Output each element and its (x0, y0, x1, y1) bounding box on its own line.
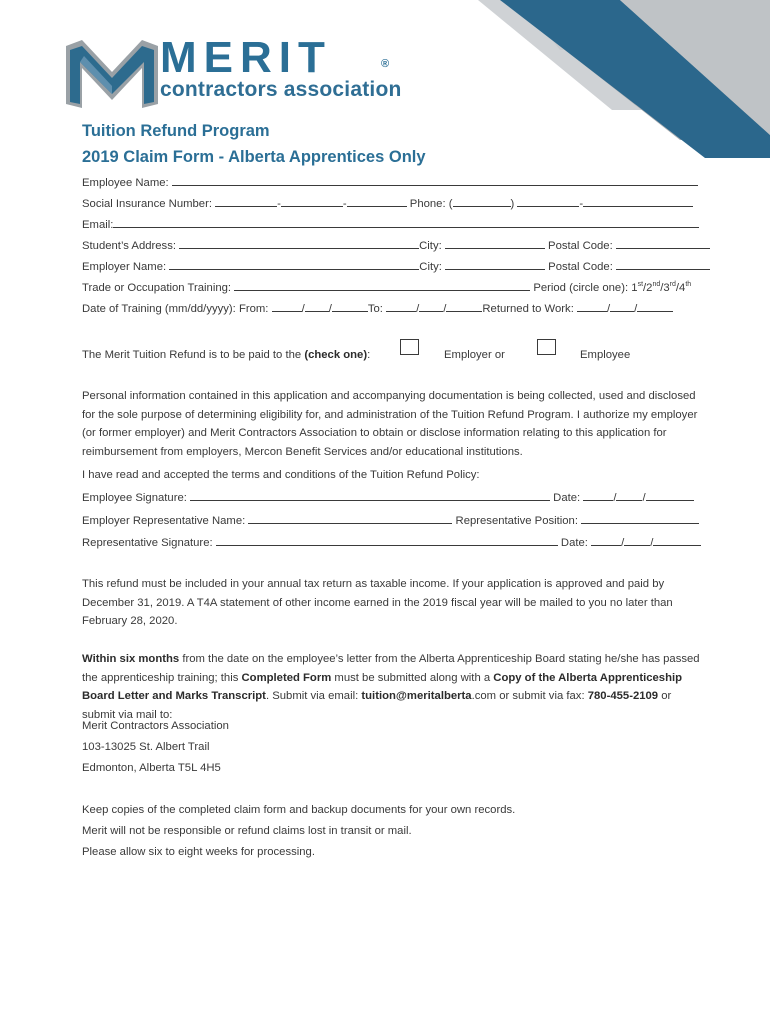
email-field[interactable] (113, 216, 699, 228)
to-mm-field[interactable] (386, 300, 416, 312)
phone-field-2[interactable] (583, 195, 693, 207)
employer-postal-field[interactable] (616, 258, 710, 270)
address-field[interactable] (179, 237, 419, 249)
returned-label: Returned to Work: (482, 303, 574, 315)
employer-city-field[interactable] (445, 258, 545, 270)
training-dates-row: Date of Training (mm/dd/yyyy): From: / / To: / / Returned to Work: / / (82, 300, 673, 316)
footer-note-2: Merit will not be responsible or refund claims lost in transit or mail. (82, 825, 412, 837)
address-line-3: Edmonton, Alberta T5L 4H5 (82, 762, 221, 774)
period-options[interactable]: 1st/2nd/3rd/4th (631, 281, 692, 294)
employer-postal-label: Postal Code: (548, 261, 613, 273)
sin-field-2[interactable] (281, 195, 343, 207)
employee-sig-yyyy[interactable] (646, 489, 694, 501)
rep-sig-dd[interactable] (624, 534, 650, 546)
address-line-2: 103-13025 St. Albert Trail (82, 741, 210, 753)
phone-field-1[interactable] (517, 195, 579, 207)
employer-rep-field[interactable] (248, 512, 452, 524)
employee-signature-label: Employee Signature: (82, 492, 187, 504)
returned-mm-field[interactable] (577, 300, 607, 312)
paid-to-prefix: The Merit Tuition Refund is to be paid to the (82, 349, 305, 361)
rep-sig-mm[interactable] (591, 534, 621, 546)
submission-instructions (82, 650, 704, 724)
email-row (82, 216, 699, 232)
option-employer-label: Employer or (444, 349, 505, 361)
from-mm-field[interactable] (272, 300, 302, 312)
sin-phone-row: Social Insurance Number: - - Phone: ( ) - (82, 195, 693, 211)
employee-sig-date-label: Date: (553, 492, 581, 504)
accepted-statement: I have read and accepted the terms and conditions of the Tuition Refund Policy: (82, 469, 480, 481)
employee-signature-field[interactable] (190, 489, 550, 501)
rep-sig-date-label: Date: (560, 537, 588, 549)
sin-field-1[interactable] (215, 195, 277, 207)
logo-wordmark: MERIT (160, 33, 332, 82)
employee-name-field[interactable] (172, 174, 698, 186)
employee-name-label: Employee Name: (82, 177, 169, 189)
address-row (82, 237, 710, 253)
merit-logo-mark (62, 38, 162, 108)
submission-fax: 780-455-2109 (587, 690, 659, 702)
address-line-1: Merit Contractors Association (82, 720, 229, 732)
form-title: 2019 Claim Form - Alberta Apprentices Only (82, 148, 426, 166)
to-dd-field[interactable] (419, 300, 443, 312)
trade-field[interactable] (234, 279, 530, 291)
submission-text-5: or submit via mail to: (82, 690, 672, 721)
employer-rep-row (82, 512, 699, 528)
city-label: City: (419, 240, 442, 252)
employee-checkbox[interactable] (537, 339, 556, 355)
within-six-months: Within six months (82, 653, 180, 665)
paid-to-row (82, 348, 370, 362)
submission-email[interactable]: tuition@meritalberta (361, 690, 472, 702)
completed-form: Completed Form (241, 671, 332, 684)
employer-city-label: City: (419, 261, 442, 273)
employer-name-label: Employer Name: (82, 261, 167, 273)
employer-checkbox[interactable] (400, 339, 419, 355)
employer-name-field[interactable] (169, 258, 419, 270)
paid-to-suffix: : (367, 349, 371, 361)
to-label: To: (367, 303, 383, 315)
employer-row (82, 258, 710, 274)
returned-yyyy-field[interactable] (637, 300, 673, 312)
rep-signature-label: Representative Signature: (82, 537, 213, 549)
training-date-label: Date of Training (mm/dd/yyyy): From: (82, 303, 269, 315)
trade-row (82, 279, 691, 295)
rep-signature-field[interactable] (216, 534, 558, 546)
sin-field-3[interactable] (347, 195, 407, 207)
period-label: Period (circle one): (533, 282, 632, 294)
trade-label: Trade or Occupation Training: (82, 282, 232, 294)
tax-note: This refund must be included in your annual tax return as taxable income. If your application is approved and paid by December 31, 2019. A T4A statement of other income earned in the 2019 fiscal year will be mailed to you no later than February 28, 2020. (82, 578, 673, 627)
from-yyyy-field[interactable] (332, 300, 368, 312)
phone-label: Phone: ( (409, 198, 453, 210)
board-letter-transcript: Copy of the Alberta Apprenticeship Board Letter and Marks Transcript (82, 671, 683, 702)
rep-sig-yyyy[interactable] (653, 534, 701, 546)
postal-code-label: Postal Code: (548, 240, 613, 252)
address-label: Student’s Address: (82, 240, 176, 252)
employer-rep-label: Employer Representative Name: (82, 515, 246, 527)
option-employee-label: Employee (580, 349, 631, 361)
employee-sig-mm[interactable] (583, 489, 613, 501)
employee-sig-dd[interactable] (616, 489, 642, 501)
submission-text-4: .com or submit via fax: (471, 690, 588, 702)
sin-label: Social Insurance Number: (82, 198, 212, 210)
employee-signature-row: Employee Signature: Date: / / (82, 489, 694, 505)
postal-code-field[interactable] (616, 237, 710, 249)
paid-to-check-one: (check one) (304, 349, 368, 361)
returned-dd-field[interactable] (610, 300, 634, 312)
from-dd-field[interactable] (305, 300, 329, 312)
submission-text-2: must be submitted along with a (331, 671, 494, 684)
rep-signature-row: Representative Signature: Date: / / (82, 534, 701, 550)
submission-text-3: . Submit via email: (265, 690, 362, 702)
submission-text-1: from the date on the employee’s letter from the Alberta Apprenticeship Board stating he/she has passed the apprenticeship training; this (82, 653, 700, 684)
city-field[interactable] (445, 237, 545, 249)
rep-position-field[interactable] (581, 512, 699, 524)
footer-note-3: Please allow six to eight weeks for processing. (82, 846, 315, 858)
rep-position-label: Representative Position: (455, 515, 578, 527)
employee-name-row (82, 174, 698, 190)
footer-note-1: Keep copies of the completed claim form and backup documents for your own records. (82, 804, 516, 816)
program-title: Tuition Refund Program (82, 122, 270, 140)
registered-mark: ® (381, 58, 390, 70)
email-label: Email: (82, 219, 114, 231)
logo-subtitle: contractors association (160, 78, 402, 101)
to-yyyy-field[interactable] (446, 300, 482, 312)
phone-area-field[interactable] (453, 195, 511, 207)
privacy-paragraph: Personal information contained in this application and accompanying documentation is being collected, used and disclosed for the sole purpose of determining eligibility for, and administration of the Tuition Refund Program. I authorize my employer (or former employer) and Merit Contractors Association to obtain or disclose information relating to this application for reimbursement from employers, Mercon Benefit Services and/or educational institutions. (82, 390, 698, 458)
